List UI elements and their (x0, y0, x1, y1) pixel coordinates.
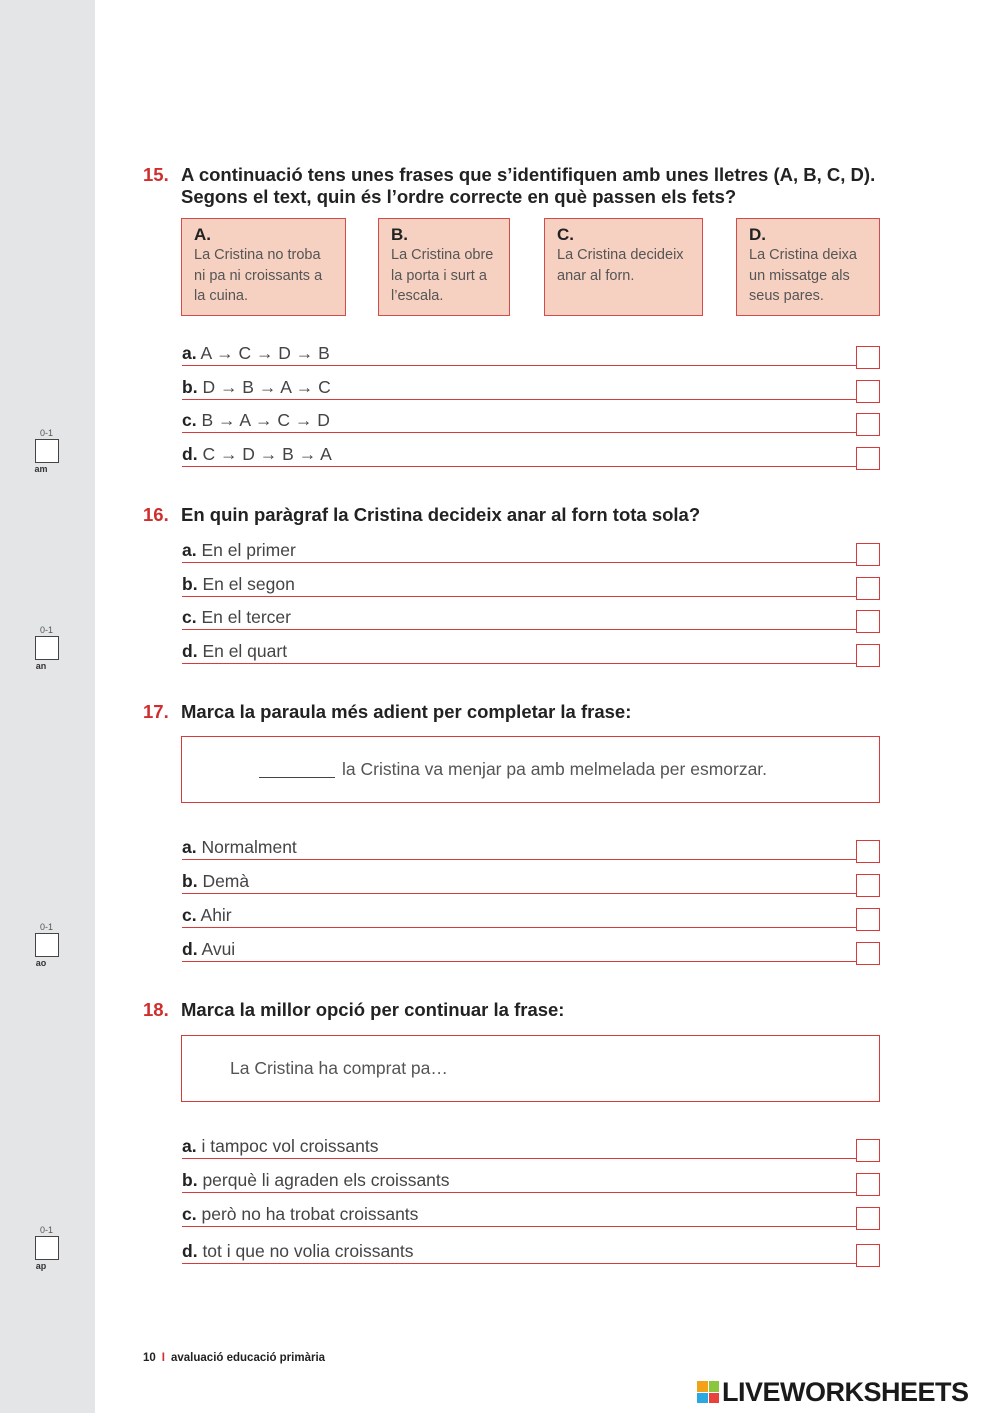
question-number: 18. (143, 999, 169, 1020)
question-17 (143, 701, 881, 723)
option-letter: c. (182, 1204, 197, 1224)
q15-option-d (182, 440, 880, 467)
score-input[interactable] (35, 933, 59, 957)
option-text: B → A → C → D (201, 410, 330, 430)
logo-square (697, 1381, 708, 1392)
q15-checkbox-d[interactable] (856, 447, 880, 470)
option-text: C → D → B → A (202, 444, 332, 464)
option-text: A → C → D → B (200, 343, 330, 363)
logo-square (697, 1393, 708, 1404)
option-letter: b. (182, 1170, 198, 1190)
score-box-ap (35, 1225, 61, 1271)
card-text: La Cristina decideix anar al forn. (557, 247, 684, 284)
page-footer (143, 1352, 325, 1364)
score-box-am (35, 428, 61, 474)
q18-checkbox-d[interactable] (856, 1244, 880, 1267)
logo-square (709, 1381, 720, 1392)
score-input[interactable] (35, 1236, 59, 1260)
option-letter: d. (182, 939, 198, 959)
option-text: En el segon (202, 574, 295, 594)
option-letter: b. (182, 377, 198, 397)
card-text: La Cristina deixa un missatge als seus pares. (749, 247, 857, 304)
q15-checkbox-b[interactable] (856, 380, 880, 403)
footer-text: avaluació educació primària (171, 1352, 326, 1364)
option-text: perquè li agraden els croissants (202, 1170, 450, 1190)
event-card-b (378, 218, 510, 316)
option-text: Normalment (201, 837, 297, 857)
option-letter: a. (182, 540, 197, 560)
score-code: an (35, 661, 47, 671)
option-letter: b. (182, 574, 198, 594)
score-input[interactable] (35, 636, 59, 660)
q18-option-b (182, 1166, 880, 1193)
q16-option-a (182, 536, 880, 563)
event-card-d (736, 218, 880, 316)
left-margin (0, 0, 95, 1413)
footer-separator: I (161, 1352, 165, 1364)
option-letter: c. (182, 607, 197, 627)
liveworksheets-brand (697, 1377, 969, 1407)
card-letter: A. (194, 225, 211, 244)
q17-option-b (182, 867, 880, 894)
option-letter: d. (182, 1241, 198, 1261)
q17-checkbox-a[interactable] (856, 840, 880, 863)
q16-checkbox-d[interactable] (856, 644, 880, 667)
option-letter: d. (182, 641, 198, 661)
option-text: Demà (202, 871, 250, 891)
q18-option-c (182, 1200, 880, 1227)
q16-checkbox-c[interactable] (856, 610, 880, 633)
q17-checkbox-d[interactable] (856, 942, 880, 965)
brand-wordmark: LIVEWORKSHEETS (722, 1376, 969, 1407)
option-letter: d. (182, 444, 198, 464)
question-text: A continuació tens unes frases que s’identifiquen amb unes lletres (A, B, C, D). Segons el text, quin és l’ordre correcte en què passen els fets? (181, 164, 876, 207)
q17-option-d (182, 935, 880, 962)
q16-checkbox-a[interactable] (856, 543, 880, 566)
q17-option-a (182, 833, 880, 860)
card-letter: B. (391, 225, 408, 244)
q18-option-a (182, 1132, 880, 1159)
q15-option-b (182, 373, 880, 400)
option-letter: c. (182, 905, 197, 925)
question-number: 15. (143, 164, 169, 185)
score-range: 0-1 (40, 1225, 54, 1235)
score-range: 0-1 (40, 625, 54, 635)
option-text: però no ha trobat croissants (201, 1204, 419, 1224)
score-box-ao (35, 922, 61, 968)
option-text: En el primer (201, 540, 296, 560)
event-card-c (544, 218, 703, 316)
q15-option-c (182, 406, 880, 433)
question-number: 17. (143, 701, 169, 722)
option-letter: c. (182, 410, 197, 430)
question-text: En quin paràgraf la Cristina decideix anar al forn tota sola? (181, 504, 701, 525)
q16-option-b (182, 570, 880, 597)
question-text: Marca la paraula més adient per completar la frase: (181, 701, 632, 722)
score-code: ap (35, 1261, 47, 1271)
question-number: 16. (143, 504, 169, 525)
logo-square (709, 1393, 720, 1404)
q15-option-a (182, 339, 880, 366)
option-text: i tampoc vol croissants (201, 1136, 379, 1156)
blank-line (259, 759, 335, 778)
liveworksheets-logo-icon (697, 1381, 719, 1403)
score-range: 0-1 (40, 922, 54, 932)
sentence-frame-17 (181, 736, 880, 803)
q18-checkbox-c[interactable] (856, 1207, 880, 1230)
sentence-text: la Cristina va menjar pa amb melmelada per esmorzar. (342, 759, 768, 779)
card-text: La Cristina obre la porta i surt a l’escala. (391, 247, 494, 304)
option-text: tot i que no volia croissants (202, 1241, 414, 1261)
q18-option-d (182, 1237, 880, 1264)
card-letter: C. (557, 225, 574, 244)
option-letter: a. (182, 1136, 197, 1156)
score-input[interactable] (35, 439, 59, 463)
question-15 (143, 164, 881, 208)
q18-checkbox-a[interactable] (856, 1139, 880, 1162)
option-letter: b. (182, 871, 198, 891)
option-letter: a. (182, 837, 197, 857)
option-text: En el quart (202, 641, 288, 661)
sentence-text: La Cristina ha comprat pa… (230, 1058, 448, 1078)
option-text: En el tercer (201, 607, 291, 627)
q18-checkbox-b[interactable] (856, 1173, 880, 1196)
option-text: Ahir (200, 905, 232, 925)
option-text: Avui (201, 939, 236, 959)
card-text: La Cristina no troba ni pa ni croissants a la cuina. (194, 247, 323, 304)
q15-checkbox-a[interactable] (856, 346, 880, 369)
question-16 (143, 504, 881, 526)
page-number: 10 (143, 1352, 156, 1364)
event-card-a (181, 218, 346, 316)
q16-option-d (182, 637, 880, 664)
option-text: D → B → A → C (202, 377, 331, 397)
score-code: am (34, 464, 48, 474)
q17-checkbox-b[interactable] (856, 874, 880, 897)
score-range: 0-1 (40, 428, 54, 438)
option-letter: a. (182, 343, 197, 363)
sentence-frame-18 (181, 1035, 880, 1102)
score-code: ao (35, 958, 47, 968)
question-text: Marca la millor opció per continuar la frase: (181, 999, 565, 1020)
q17-option-c (182, 901, 880, 928)
q16-option-c (182, 603, 880, 630)
card-letter: D. (749, 225, 766, 244)
q16-checkbox-b[interactable] (856, 577, 880, 600)
score-box-an (35, 625, 61, 671)
question-18 (143, 999, 881, 1021)
q15-checkbox-c[interactable] (856, 413, 880, 436)
q17-checkbox-c[interactable] (856, 908, 880, 931)
